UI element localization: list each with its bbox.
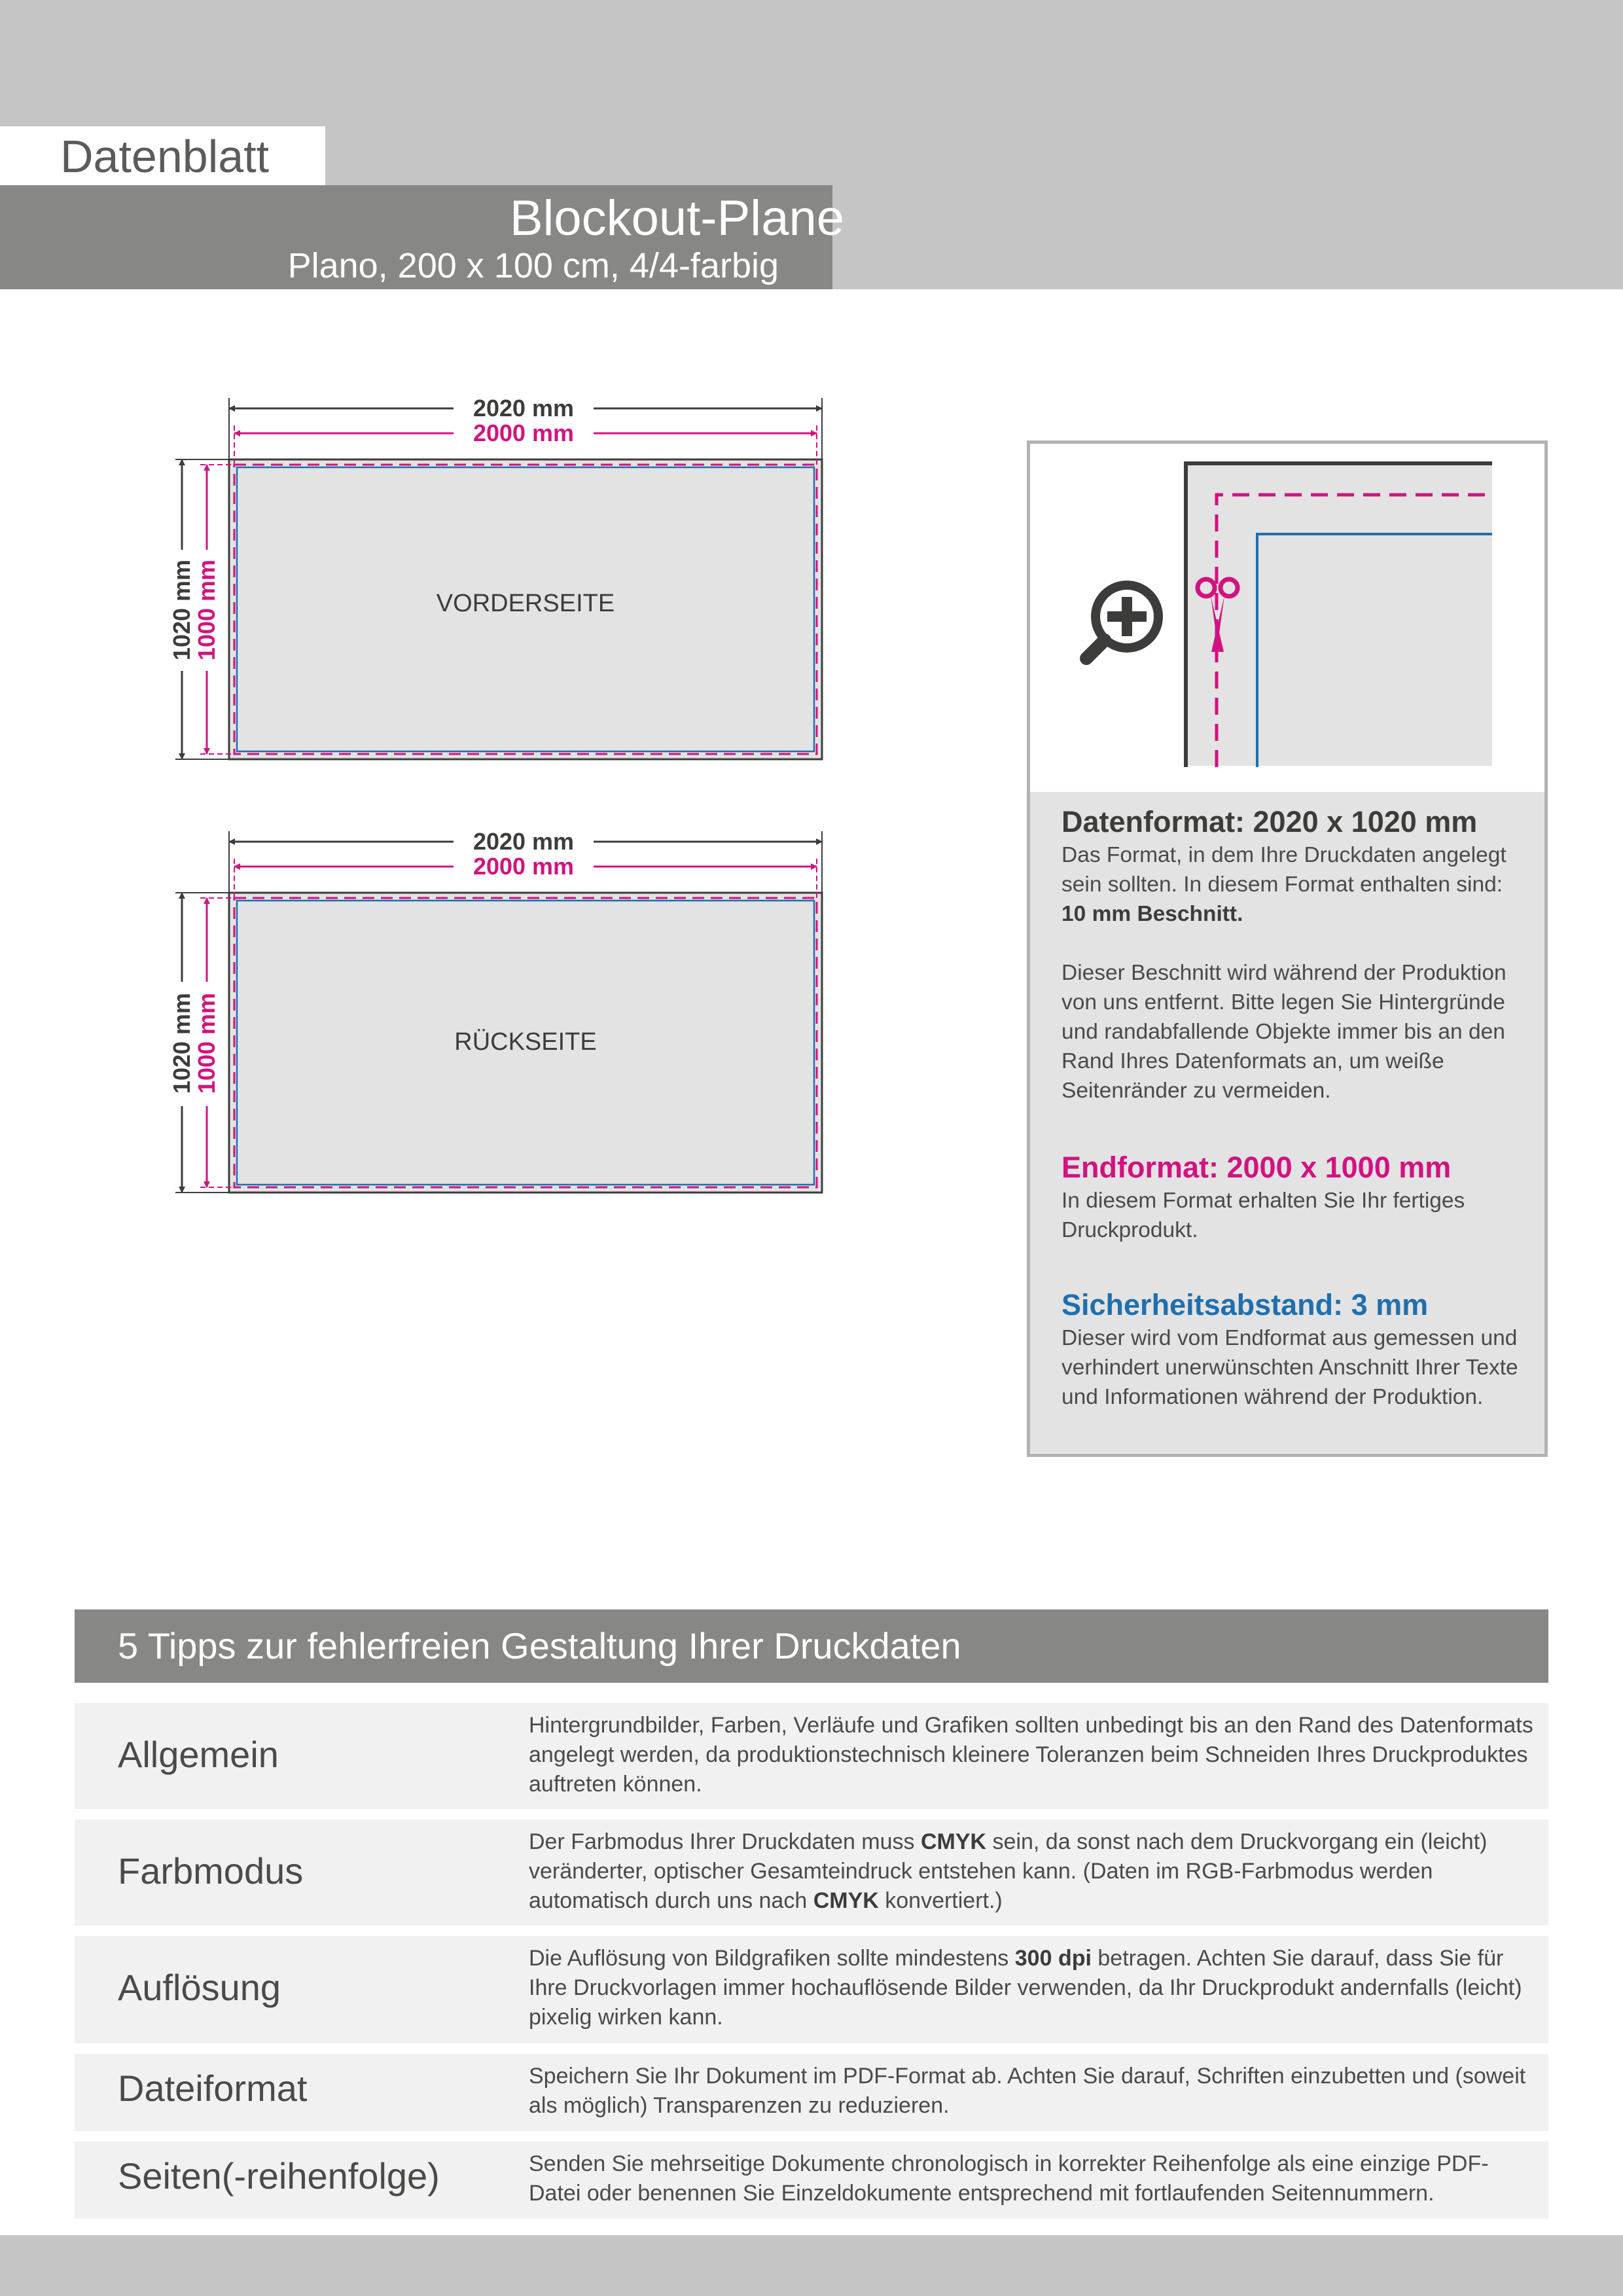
tip-text-bold: CMYK bbox=[813, 1888, 879, 1913]
back-height-final-label: 1000 mm bbox=[193, 992, 220, 1094]
tip-text: Hintergrundbilder, Farben, Verläufe und Grafiken sollten unbedingt bis an den Rand des Datenformats angelegt werden, da produktionstechnisch kleinere Toleranzen beim Schneiden Ihres Druckproduktes auftreten können. bbox=[529, 1713, 1533, 1797]
detail-format-area bbox=[1186, 463, 1492, 766]
tip-row-seiten bbox=[75, 2142, 1548, 2219]
product-title: Blockout-Plane bbox=[509, 190, 844, 246]
tip-label: Seiten(-reihenfolge) bbox=[118, 2155, 440, 2197]
tip-label: Auflösung bbox=[118, 1967, 281, 2008]
tip-text-bold: 300 dpi bbox=[1014, 1946, 1092, 1971]
datasheet-tag: Datenblatt bbox=[60, 131, 270, 182]
front-height-data-label: 1020 mm bbox=[168, 559, 195, 661]
tip-text-part: Die Auflösung von Bildgrafiken sollte mindestens bbox=[529, 1946, 1015, 1971]
back-height-data-label: 1020 mm bbox=[168, 992, 195, 1094]
front-height-final-label: 1000 mm bbox=[193, 559, 220, 661]
back-side-diagram bbox=[168, 828, 822, 1193]
front-side-label: VORDERSEITE bbox=[436, 590, 615, 617]
back-side-label: RÜCKSEITE bbox=[454, 1028, 597, 1056]
endformat-text: In diesem Format erhalten Sie Ihr fertiges Druckprodukt. bbox=[1061, 1189, 1465, 1242]
safety-heading: Sicherheitsabstand: 3 mm bbox=[1061, 1288, 1429, 1321]
tip-text: Senden Sie mehrseitige Dokumente chronologisch in korrekter Reihenfolge als eine einzige PDF-Datei oder benennen Sie Einzeldokumente entsprechend mit fortlaufenden Seitennummern. bbox=[529, 2151, 1489, 2206]
tip-label: Farbmodus bbox=[118, 1850, 304, 1892]
tip-row-farbmodus bbox=[75, 1820, 1548, 1926]
tips-title: 5 Tipps zur fehlerfreien Gestaltung Ihrer Druckdaten bbox=[118, 1625, 961, 1666]
datenformat-text-1 bbox=[1061, 840, 1533, 929]
tip-text-part: konvertiert.) bbox=[878, 1888, 1003, 1913]
tip-row-allgemein bbox=[75, 1703, 1548, 1809]
back-width-final-label: 2000 mm bbox=[473, 853, 575, 880]
tip-text: Speichern Sie Ihr Dokument im PDF-Format ab. Achten Sie darauf, Schriften einzubetten und (soweit als möglich) Transparenzen zu reduzieren. bbox=[529, 2064, 1526, 2118]
front-side-diagram bbox=[168, 395, 822, 759]
endformat-heading: Endformat: 2000 x 1000 mm bbox=[1061, 1151, 1452, 1184]
front-width-data-label: 2020 mm bbox=[473, 395, 575, 422]
tip-text bbox=[529, 1944, 1537, 2032]
tip-row-dateiformat bbox=[75, 2054, 1548, 2131]
datenformat-text-1-bold: 10 mm Beschnitt. bbox=[1061, 902, 1243, 926]
tip-label: Dateiformat bbox=[118, 2068, 308, 2109]
tip-row-aufloesung bbox=[75, 1936, 1548, 2043]
tip-text-part: sein, da sonst nach dem Druckvorgang ein (leicht) veränderter, optischer Gesamteindruck entstehen kann. (Daten im RGB-Farbmodus werden automatisch durch uns nach bbox=[529, 1829, 1488, 1913]
datenformat-text-1-body: Das Format, in dem Ihre Druckdaten angelegt sein sollten. In diesem Format enthalten sind: bbox=[1061, 843, 1507, 897]
safety-text: Dieser wird vom Endformat aus gemessen und verhindert unerwünschten Anschnitt Ihrer Texte und Informationen während der Produktion. bbox=[1061, 1326, 1518, 1409]
footer-band bbox=[0, 2235, 1623, 2296]
tip-text-part: Der Farbmodus Ihrer Druckdaten muss bbox=[529, 1829, 921, 1854]
tip-text-part: betragen. Achten Sie darauf, dass Sie für Ihre Druckvorlagen immer hochauflösende Bilder verwenden, da Ihr Druckprodukt andernfalls (leicht) pixelig wirken kann. bbox=[529, 1946, 1522, 2030]
datenformat-heading: Datenformat: 2020 x 1020 mm bbox=[1061, 805, 1478, 838]
tip-label: Allgemein bbox=[118, 1734, 279, 1775]
front-width-final-label: 2000 mm bbox=[473, 420, 575, 446]
product-subtitle: Plano, 200 x 100 cm, 4/4-farbig bbox=[287, 246, 779, 285]
back-width-data-label: 2020 mm bbox=[473, 828, 575, 855]
datenformat-text-2: Dieser Beschnitt wird während der Produktion von uns entfernt. Bitte legen Sie Hintergründe und randabfallende Objekte immer bis an den Rand Ihres Datenformats an, um weiße Seitenränder zu vermeiden. bbox=[1061, 961, 1507, 1103]
tip-text-bold: CMYK bbox=[920, 1829, 987, 1854]
tip-text bbox=[529, 1827, 1537, 1916]
